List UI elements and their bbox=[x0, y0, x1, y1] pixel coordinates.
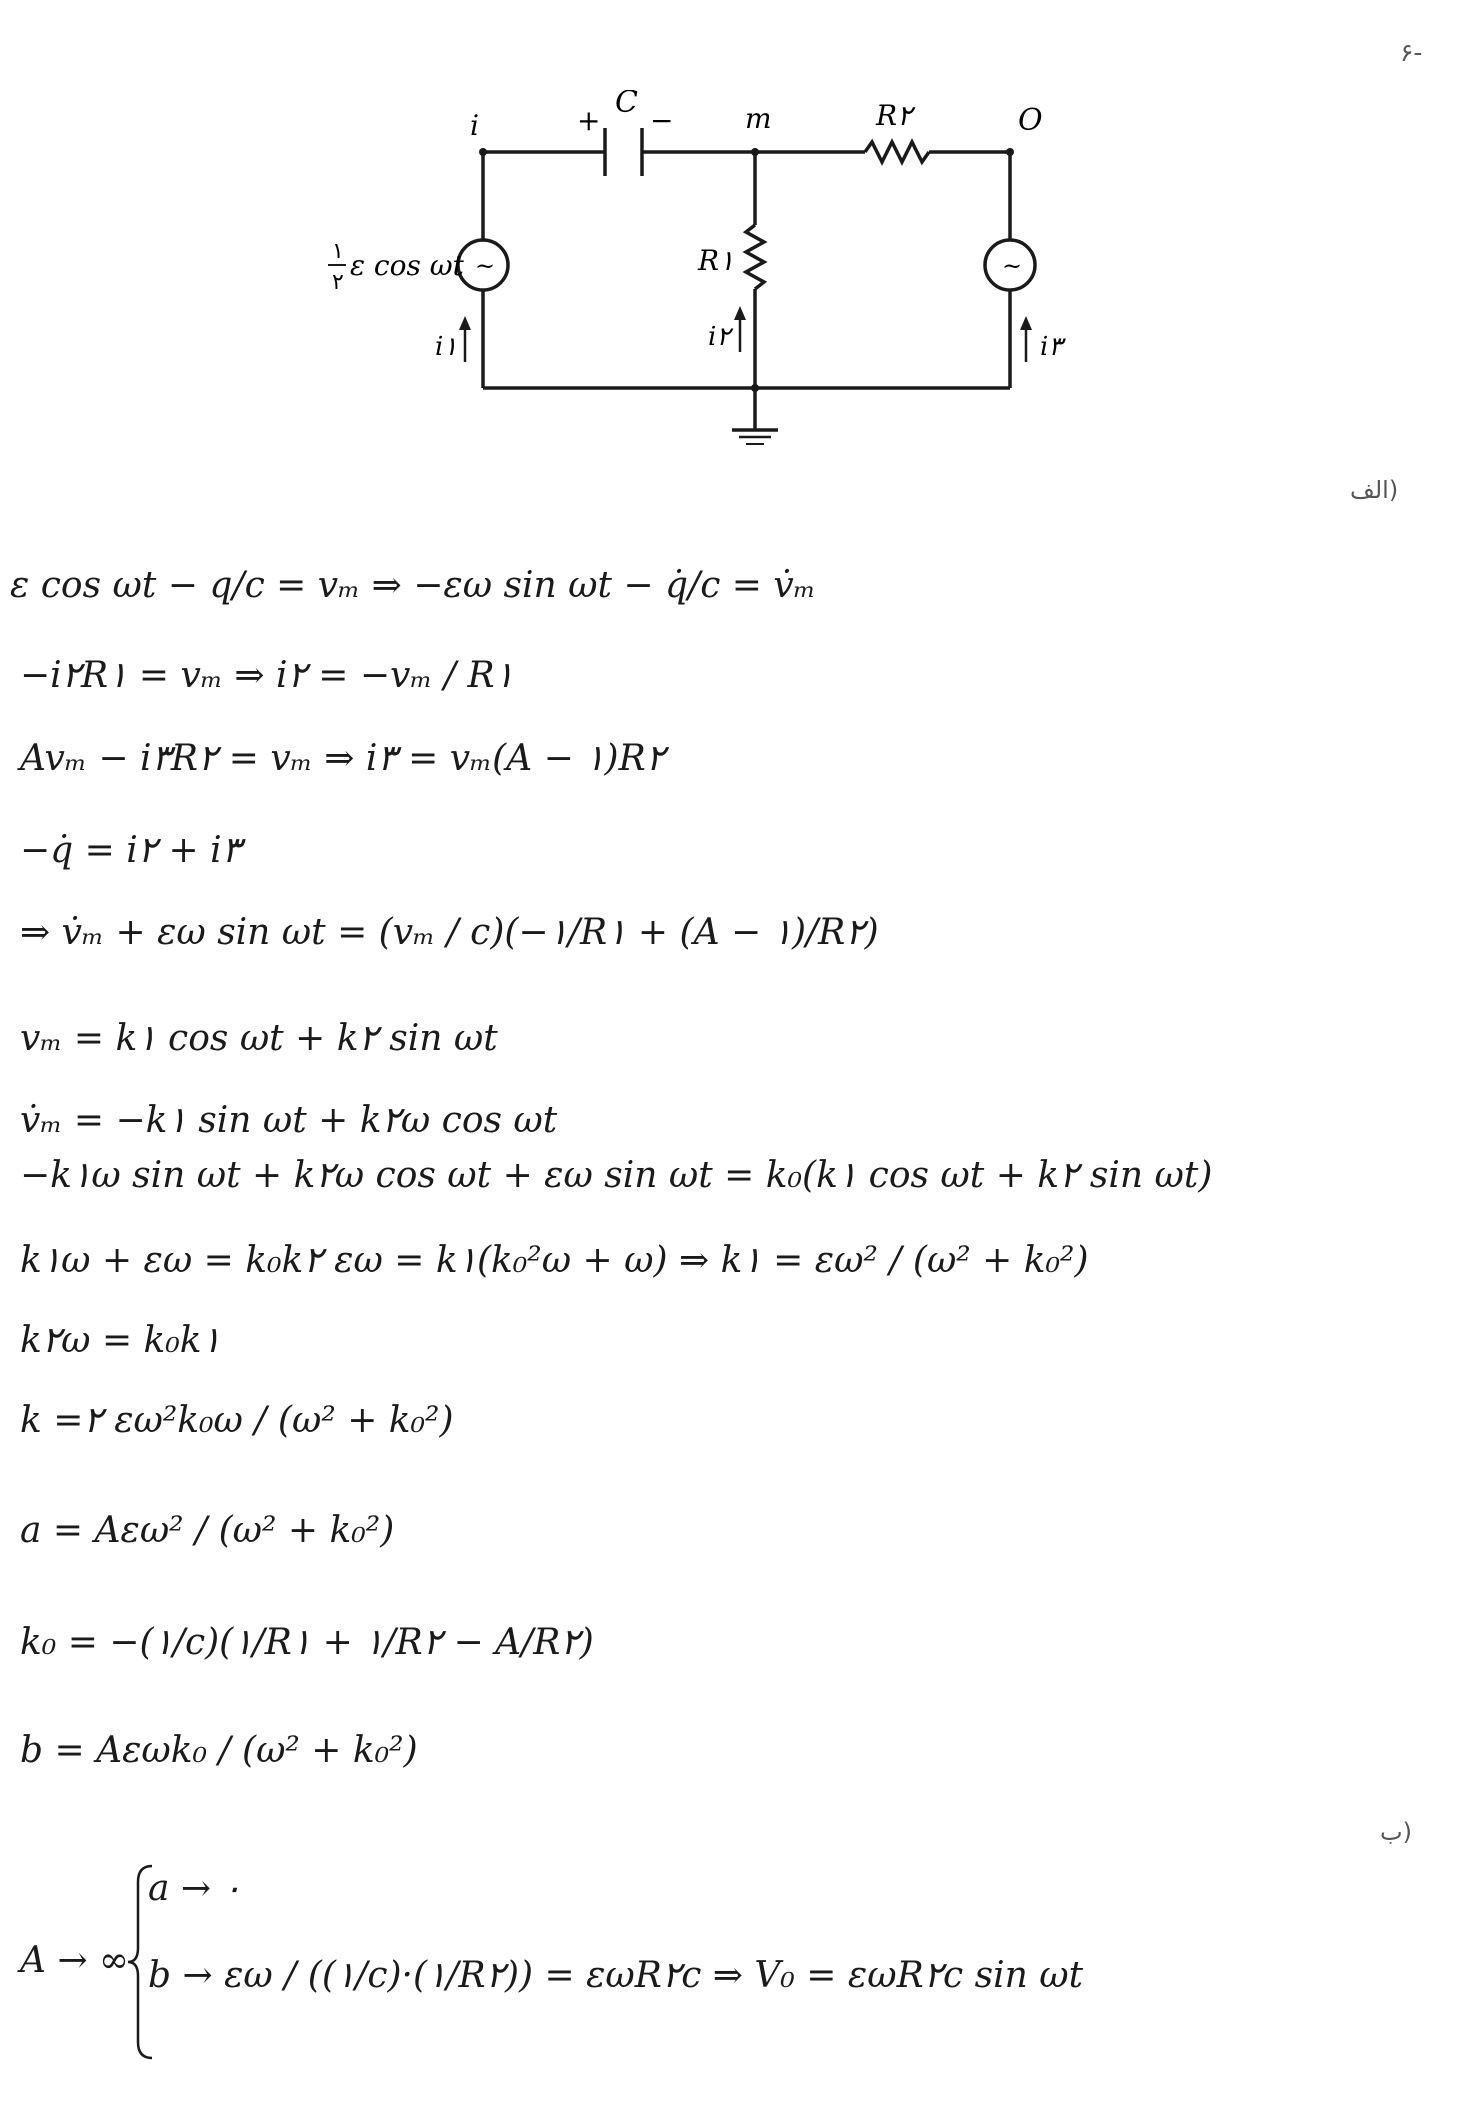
i3-label: i۳ bbox=[1040, 332, 1063, 362]
source-right-glyph: ~ bbox=[1002, 252, 1023, 280]
equation-1: ε cos ωt − q/c = vₘ ⇒ −εω sin ωt − q̇/c = v̇ₘ bbox=[10, 565, 816, 606]
i1-label: i۱ bbox=[435, 332, 458, 362]
part-b-lhs: A → ∞ bbox=[20, 1940, 130, 1981]
i2-label: i۲ bbox=[708, 322, 731, 352]
source-coef-den: ۲ bbox=[332, 270, 344, 295]
equation-13: k₀ = −(۱/c)(۱/R۱ + ۱/R۲ − A/R۲) bbox=[20, 1622, 594, 1663]
part-b-line-1: a → ۰ bbox=[148, 1868, 242, 1909]
source-left-expr: ε cos ωt bbox=[350, 249, 464, 282]
equation-14: b = Aεωk₀ / (ω² + k₀²) bbox=[20, 1730, 418, 1771]
problem-number: ۶- bbox=[1400, 38, 1423, 67]
r2-label: R۲ bbox=[876, 99, 913, 132]
equation-9: k۱ω + εω = k₀k۲ εω = k۱(k₀²ω + ω) ⇒ k۱ = εω² / (ω² + k₀²) bbox=[20, 1240, 1089, 1281]
source-left-glyph: ~ bbox=[475, 252, 496, 280]
circuit-diagram bbox=[320, 90, 1080, 470]
node-o-label: O bbox=[1018, 103, 1043, 138]
equation-8: −k۱ω sin ωt + k۲ω cos ωt + εω sin ωt = k₀(k۱ cos ωt + k۲ sin ωt) bbox=[20, 1155, 1213, 1196]
equation-3: Avₘ − i۳R۲ = vₘ ⇒ i۳ = vₘ(A − ۱)R۲ bbox=[20, 738, 666, 779]
equation-10: k۲ω = k₀k۱ bbox=[20, 1320, 221, 1361]
capacitor-plus: + bbox=[577, 104, 601, 137]
equation-4: −q̇ = i۲ + i۳ bbox=[20, 830, 242, 871]
node-i-label: i bbox=[470, 109, 479, 142]
equation-2: −i۲R۱ = vₘ ⇒ i۲ = −vₘ / R۱ bbox=[20, 655, 514, 696]
part-b-line-2: b → εω / ((۱/c)·(۱/R۲)) = εωR۲c ⇒ V₀ = εωR۲c sin ωt bbox=[148, 1955, 1084, 1996]
source-coef-num: ۱ bbox=[332, 239, 344, 264]
part-a-label: الف) bbox=[1350, 476, 1399, 504]
equation-7: v̇ₘ = −k۱ sin ωt + k۲ω cos ωt bbox=[20, 1100, 558, 1141]
node-m-label: m bbox=[745, 102, 772, 135]
capacitor-label: C bbox=[615, 90, 638, 120]
equation-5: ⇒ v̇ₘ + εω sin ωt = (vₘ / c)(−۱/R۱ + (A − ۱)/R۲) bbox=[20, 912, 879, 953]
part-b-label: ب) bbox=[1380, 1818, 1412, 1846]
equation-11: k =۲ εω²k₀ω / (ω² + k₀²) bbox=[20, 1400, 454, 1441]
equation-6: vₘ = k۱ cos ωt + k۲ sin ωt bbox=[20, 1018, 498, 1059]
equation-12: a = Aεω² / (ω² + k₀²) bbox=[20, 1510, 395, 1551]
capacitor-minus: − bbox=[650, 104, 674, 137]
r1-label: R۱ bbox=[698, 244, 735, 277]
